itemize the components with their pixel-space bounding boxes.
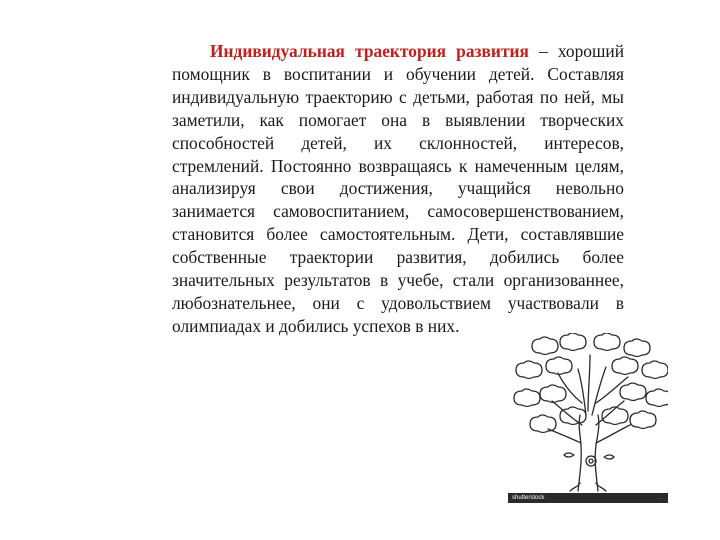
tree-illustration: [508, 333, 668, 503]
stock-watermark-label: shutterstock: [512, 495, 545, 501]
stock-image-id: …: [657, 495, 662, 501]
main-paragraph: [172, 40, 624, 338]
tree-with-empty-bubbles-icon: [508, 333, 668, 493]
highlight-term: Индивидуальная траектория развития: [210, 41, 529, 61]
paragraph-body: – хороший помощник в воспитании и обучении детей. Составляя индивидуальную траекторию с детьми, работая по ней, мы заметили, как помогает она в выявлении творческих способностей детей, их склонностей, интересов, стремлений. Постоянно возвращаясь к намеченным целям, анализируя свои достижения, учащийся невольно занимается самовоспитанием, самосовершенствованием, становится более самостоятельным. Дети, составлявшие собственные траектории развития, добились более значительных результатов в учебе, стали организованнее, любознательнее, они с удовольствием участвовали в олимпиадах и добились успехов в них.: [172, 41, 625, 336]
stock-watermark-bar: [508, 493, 668, 503]
